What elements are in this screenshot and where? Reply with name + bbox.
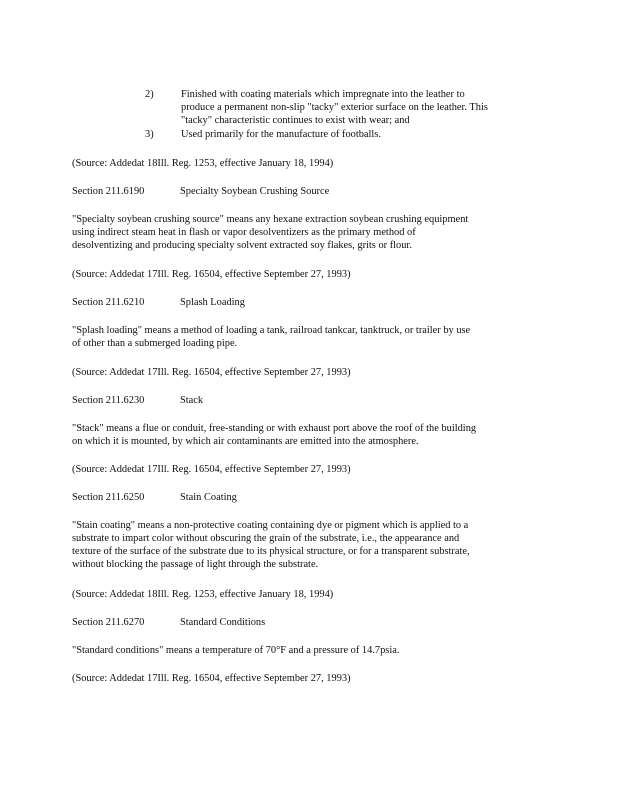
source-note: (Source: Addedat 17Ill. Reg. 16504, effective September 27, 1993) bbox=[72, 464, 351, 475]
definition-text: "Stain coating" means a non-protective coating containing dye or pigment which is applied to a substrate to impart color without obscuring the grain of the substrate, i.e., the appearance and texture of the surface of the substrate due to its physical structure, or for a transparent substrate, without blocking the passage of light through the substrate. bbox=[72, 520, 470, 570]
definition-text: "Stack" means a flue or conduit, free-standing or with exhaust port above the roof of the building on which it is mounted, by which air contaminants are emitted into the atmosphere. bbox=[72, 423, 477, 447]
list-item-text: Used primarily for the manufacture of footballs. bbox=[181, 129, 381, 140]
section-title: Specialty Soybean Crushing Source bbox=[180, 186, 330, 197]
source-note: (Source: Addedat 18Ill. Reg. 1253, effective January 18, 1994) bbox=[72, 158, 334, 169]
list-item-text: Finished with coating materials which impregnate into the leather to produce a permanent non-slip "tacky" exterior surface on the leather. This "tacky" characteristic continues to exist with wear; and bbox=[181, 89, 488, 126]
source-note: (Source: Addedat 17Ill. Reg. 16504, effective September 27, 1993) bbox=[72, 269, 351, 280]
section-number: Section 211.6190 bbox=[72, 186, 145, 197]
section-title: Stain Coating bbox=[180, 492, 237, 503]
definition-text: "Specialty soybean crushing source" means any hexane extraction soybean crushing equipment using indirect steam heat in flash or vapor desolventizers as the primary method of desolventizing and producing specialty solvent extracted soy flakes, grits or flour. bbox=[72, 214, 469, 251]
source-note: (Source: Addedat 17Ill. Reg. 16504, effective September 27, 1993) bbox=[72, 367, 351, 378]
source-note: (Source: Addedat 17Ill. Reg. 16504, effective September 27, 1993) bbox=[72, 673, 351, 684]
definition-text: "Splash loading" means a method of loading a tank, railroad tankcar, tanktruck, or trailer by use of other than a submerged loading pipe. bbox=[72, 325, 471, 349]
section-number: Section 211.6230 bbox=[72, 395, 145, 406]
section-number: Section 211.6250 bbox=[72, 492, 145, 503]
source-note: (Source: Addedat 18Ill. Reg. 1253, effective January 18, 1994) bbox=[72, 589, 334, 600]
definition-text: "Standard conditions" means a temperature of 70°F and a pressure of 14.7psia. bbox=[72, 645, 400, 656]
list-item-number: 3) bbox=[145, 129, 154, 140]
section-title: Stack bbox=[180, 395, 204, 406]
section-number: Section 211.6270 bbox=[72, 617, 145, 628]
section-title: Standard Conditions bbox=[180, 617, 266, 628]
section-title: Splash Loading bbox=[180, 297, 245, 308]
section-number: Section 211.6210 bbox=[72, 297, 145, 308]
list-item-number: 2) bbox=[145, 89, 154, 100]
